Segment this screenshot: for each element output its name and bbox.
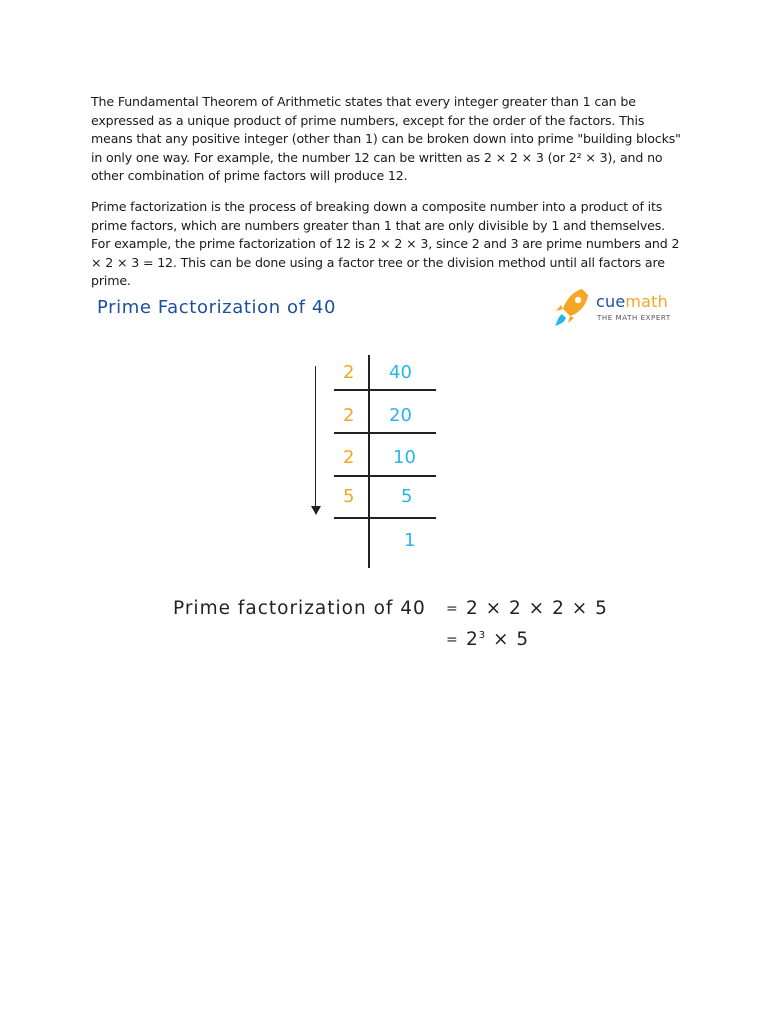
brand-math-text: math	[625, 292, 668, 311]
rocket-icon	[552, 285, 592, 329]
brand-tagline: THE MATH EXPERT	[597, 314, 671, 322]
paragraph-fundamental-theorem: The Fundamental Theorem of Arithmetic states that every integer greater than 1 can be expressed as a unique product of prime numbers, except for the order of the factors. This means that any positive integer (other than 1) can be broken down into prime "building blocks" in only one way. For example, the number 12 can be written as 2 × 2 × 3 (or 2² × 3), and no other combination of prime factors will produce 12.	[91, 94, 681, 184]
result-rest: × 5	[486, 629, 530, 650]
divider-horizontal	[334, 475, 436, 477]
paragraph-prime-factorization: Prime factorization is the process of breaking down a composite number into a product of its prime factors, which are numbers greater than 1 that are only divisible by 1 and themselves. For example, the prime factorization of 12 is 2 × 2 × 3, since 2 and 3 are prime numbers and 2 × 2 × 3 = 12. This can be done using a factor tree or the division method until all factors are prime.	[91, 199, 680, 289]
divisor-cell: 2	[343, 362, 355, 383]
divider-vertical	[368, 355, 370, 568]
quotient-cell: 10	[393, 447, 416, 468]
prime-factorization-figure	[0, 280, 768, 660]
equals-sign: =	[446, 601, 458, 617]
brand-cue-text: cue	[596, 292, 626, 311]
divider-horizontal	[334, 432, 436, 434]
quotient-cell: 1	[404, 530, 416, 551]
arrow-shaft	[315, 366, 316, 506]
figure-title: Prime Factorization of 40	[97, 297, 337, 318]
result-line-1: 2 × 2 × 2 × 5	[466, 598, 608, 619]
result-base: 2	[466, 629, 479, 650]
brand-name	[596, 292, 668, 311]
equals-sign: =	[446, 632, 458, 648]
quotient-cell: 5	[401, 486, 413, 507]
result-line-2	[466, 629, 529, 650]
divisor-cell: 2	[343, 447, 355, 468]
divisor-cell: 5	[343, 486, 355, 507]
cuemath-logo	[552, 285, 692, 333]
divisor-cell: 2	[343, 405, 355, 426]
result-exponent: 3	[478, 629, 487, 641]
divider-horizontal	[334, 389, 436, 391]
result-label: Prime factorization of 40	[173, 598, 426, 619]
quotient-cell: 40	[389, 362, 412, 383]
quotient-cell: 20	[389, 405, 412, 426]
divider-horizontal	[334, 517, 436, 519]
arrow-down-icon	[311, 506, 321, 516]
